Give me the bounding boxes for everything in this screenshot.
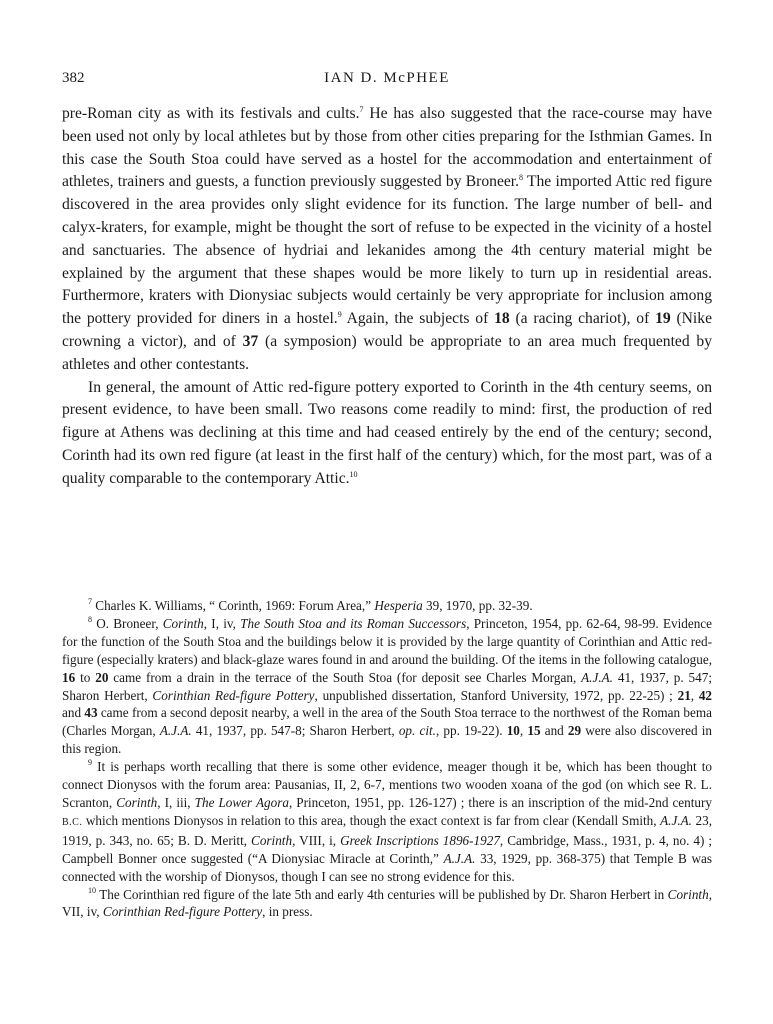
footnote-number: 7 (88, 597, 92, 606)
body-paragraph-1: pre-Roman city as with its festivals and cults.$^7$ He has also suggested that the race-course may have been used not only by local athletes but by those from other cities preparing for the Isthmian Games. In this case the South Stoa could have served as a hostel for the accommodation and entertainment of athletes, trainers and guests, a function previously suggested by Broneer.$^8$ The imported Attic red figure discovered in the area provides only slight evidence for its function. The large number of bell- and calyx-kraters, for example, might be thought the sort of refuse to be expected in the vicinity of a hostel and sanctuaries. The absence of hydriai and lekanides among the 4th century material might be explained by the argument that these shapes would be more likely to turn up in residential areas. Furthermore, kraters with Dionysiac subjects would certainly be very appropriate for inclusion among the pottery provided for diners in a hostel.$^9$ Again, the subjects of 18 (a racing chariot), of 19 (Nike crowning a victor), and of 37 (a symposion) would be appropriate to an area much frequented by athletes and other contestants. (62, 105, 712, 373)
catalogue-ref-19: 19 (655, 310, 671, 328)
footnote-number: 9 (88, 758, 92, 768)
body-paragraph-2: In general, the amount of Attic red-figure pottery exported to Corinth in the 4th century seems, on present evidence, to have been small. Two reasons come readily to mind: first, the production of red figure at Athens was declining at this time and had ceased entirely by the end of the century; second, Corinth had its own red figure (at least in the first half of the century) which, for the most part, was of a quality comparable to the contemporary Attic.$^{10}$ (62, 378, 712, 487)
footnote-7: $^7$ Charles K. Williams, “ Corinth, 1969: Forum Area,” Hesperia 39, 1970, pp. 32-39. (88, 597, 533, 613)
footnote-ref-8: 8 (519, 173, 524, 183)
running-head: IAN D. McPHEE (324, 70, 450, 86)
footnote-ref-10: 10 (349, 469, 358, 479)
page-number: 382 (62, 70, 85, 86)
footnote-8: $^8$ O. Broneer, Corinth, I, iv, The South Stoa and its Roman Successors, Princeton, 1954, pp. 62-64, 98-99. Evidence for the function of the South Stoa and the buildings below it is provided by the large quantity of Corinthian and Attic red-figure (especially kraters) and black-glaze wares found in and around the building. Of the items in the following catalogue, 16 to 20 came from a drain in the terrace of the South Stoa (for deposit see Charles Morgan, A.J.A. 41, 1937, p. 547; Sharon Herbert, Corinthian Red-figure Pottery, unpublished dissertation, Stanford University, 1972, pp. 22-25) ; 21, 42 and 43 came from a second deposit nearby, a well in the area of the South Stoa terrace to the northwest of the Roman bema (Charles Morgan, A.J.A. 41, 1937, pp. 547-8; Sharon Herbert, op. cit., pp. 19-22). 10, 15 and 29 were also discovered in this region. (62, 614, 713, 757)
footnote-number: 8 (88, 614, 92, 624)
main-text (62, 103, 712, 491)
catalogue-ref-37: 37 (242, 332, 259, 350)
footnote-9: $^9$ It is perhaps worth recalling that there is some other evidence, meager though it be, which has been thought to connect Dionysos with the forum area: Pausanias, II, 2, 6-7, mentions two wooden xoana of the god (on which see R. L. Scranton, Corinth, I, iii, The Lower Agora, Princeton, 1951, pp. 126-127) ; there is an inscription of the mid-2nd century B.C. which mentions Dionysos in relation to this area, though the exact context is far from clear (Kendall Smith, A.J.A. 23, 1919, p. 343, no. 65; B. D. Meritt, Corinth, VIII, i, Greek Inscriptions 1896-1927, Cambridge, Mass., 1931, p. 4, no. 4) ; Campbell Bonner once suggested (“A Dionysiac Miracle at Corinth,” A.J.A. 33, 1929, pp. 368-375) that Temple B was connected with the worship of Dionysos, though I can see no strong evidence for this. (62, 758, 713, 884)
footnote-ref-7: 7 (359, 105, 364, 114)
footnotes (62, 597, 712, 921)
footnote-10: $^{10}$ The Corinthian red figure of the late 5th and early 4th centuries will be published by Dr. Sharon Herbert in Corinth, VII, iv, Corinthian Red-figure Pottery, in press. (62, 885, 712, 920)
page-header (62, 70, 712, 92)
footnote-number: 10 (88, 885, 96, 895)
catalogue-ref-18: 18 (494, 310, 510, 328)
footnote-ref-9: 9 (337, 310, 342, 320)
